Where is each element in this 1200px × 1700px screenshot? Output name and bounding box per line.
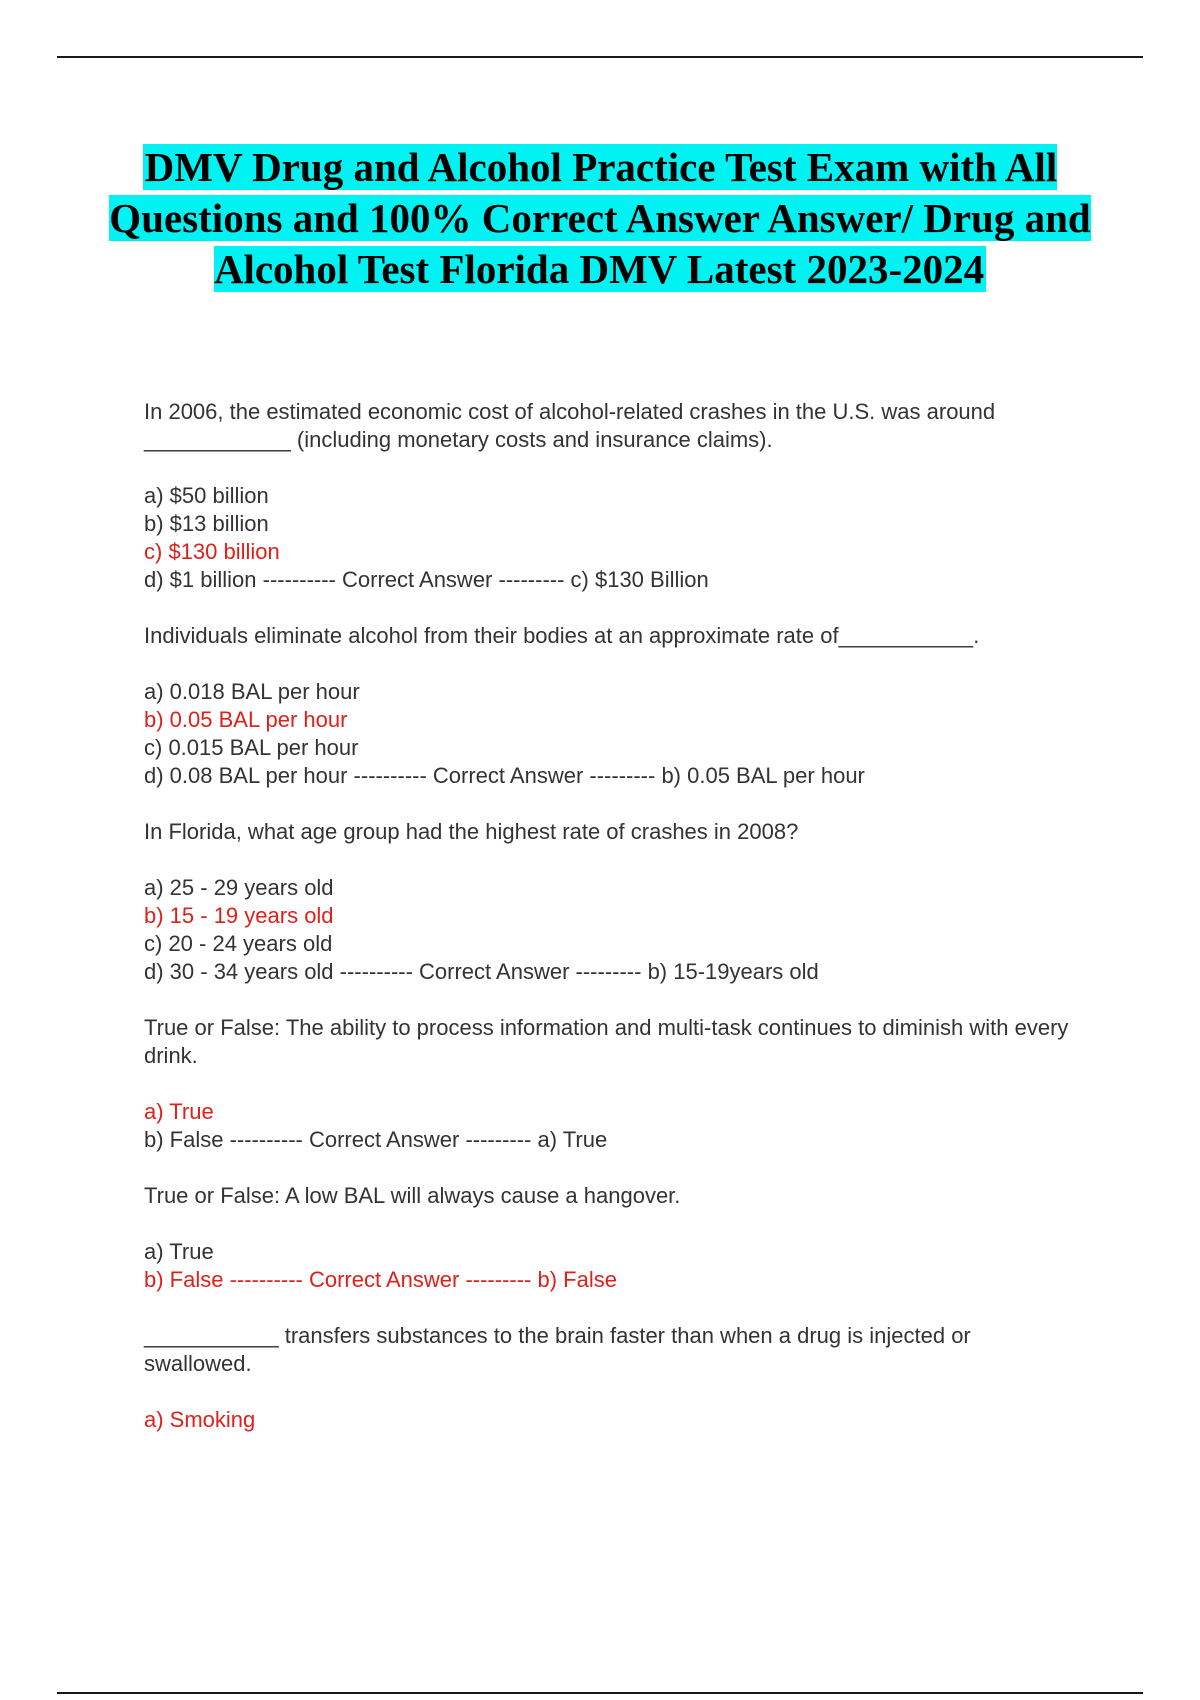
question-text: In Florida, what age group had the highest rate of crashes in 2008? [144,819,799,844]
answer-option: b) $13 billion [144,511,269,536]
document-title-text: DMV Drug and Alcohol Practice Test Exam with All Questions and 100% Correct Answer Answer/ Drug and Alcohol Test Florida DMV Latest 2023-2024 [109,144,1091,292]
answer-option-correct: b) 15 - 19 years old [144,903,334,928]
answer-option: d) 0.08 BAL per hour ---------- Correct Answer --------- b) 0.05 BAL per hour [144,763,865,788]
answer-option-correct: a) Smoking [144,1407,256,1432]
answer-option: c) 20 - 24 years old [144,931,333,956]
answer-options [144,1238,1084,1294]
question-text: True or False: The ability to process information and multi-task continues to diminish with every drink. [144,1015,1069,1068]
answer-option: a) 25 - 29 years old [144,875,334,900]
document-title [100,142,1100,295]
answer-option: a) 0.018 BAL per hour [144,679,360,704]
footer-rule [57,1692,1143,1694]
answer-option-correct: b) False ---------- Correct Answer --------- b) False [144,1267,617,1292]
answer-options [144,1098,1084,1154]
answer-option: c) 0.015 BAL per hour [144,735,359,760]
answer-option-correct: b) 0.05 BAL per hour [144,707,348,732]
question-text: True or False: A low BAL will always cause a hangover. [144,1183,681,1208]
answer-option: d) $1 billion ---------- Correct Answer --------- c) $130 Billion [144,567,709,592]
question-text: Individuals eliminate alcohol from their bodies at an approximate rate of___________. [144,623,980,648]
answer-option: a) True [144,1239,214,1264]
answer-option: d) 30 - 34 years old ---------- Correct Answer --------- b) 15-19years old [144,959,819,984]
question-text: In 2006, the estimated economic cost of alcohol-related crashes in the U.S. was around ____________ (including monetary costs and insurance claims). [144,399,996,452]
header-rule [57,56,1143,58]
question-list [144,398,1084,1462]
answer-options [144,874,1084,986]
answer-option-correct: c) $130 billion [144,539,280,564]
question-text: ___________ transfers substances to the brain faster than when a drug is injected or swallowed. [144,1323,971,1376]
answer-options [144,482,1084,594]
answer-options [144,1406,1084,1434]
answer-option-correct: a) True [144,1099,214,1124]
answer-option: b) False ---------- Correct Answer --------- a) True [144,1127,608,1152]
answer-options [144,678,1084,790]
answer-option: a) $50 billion [144,483,269,508]
